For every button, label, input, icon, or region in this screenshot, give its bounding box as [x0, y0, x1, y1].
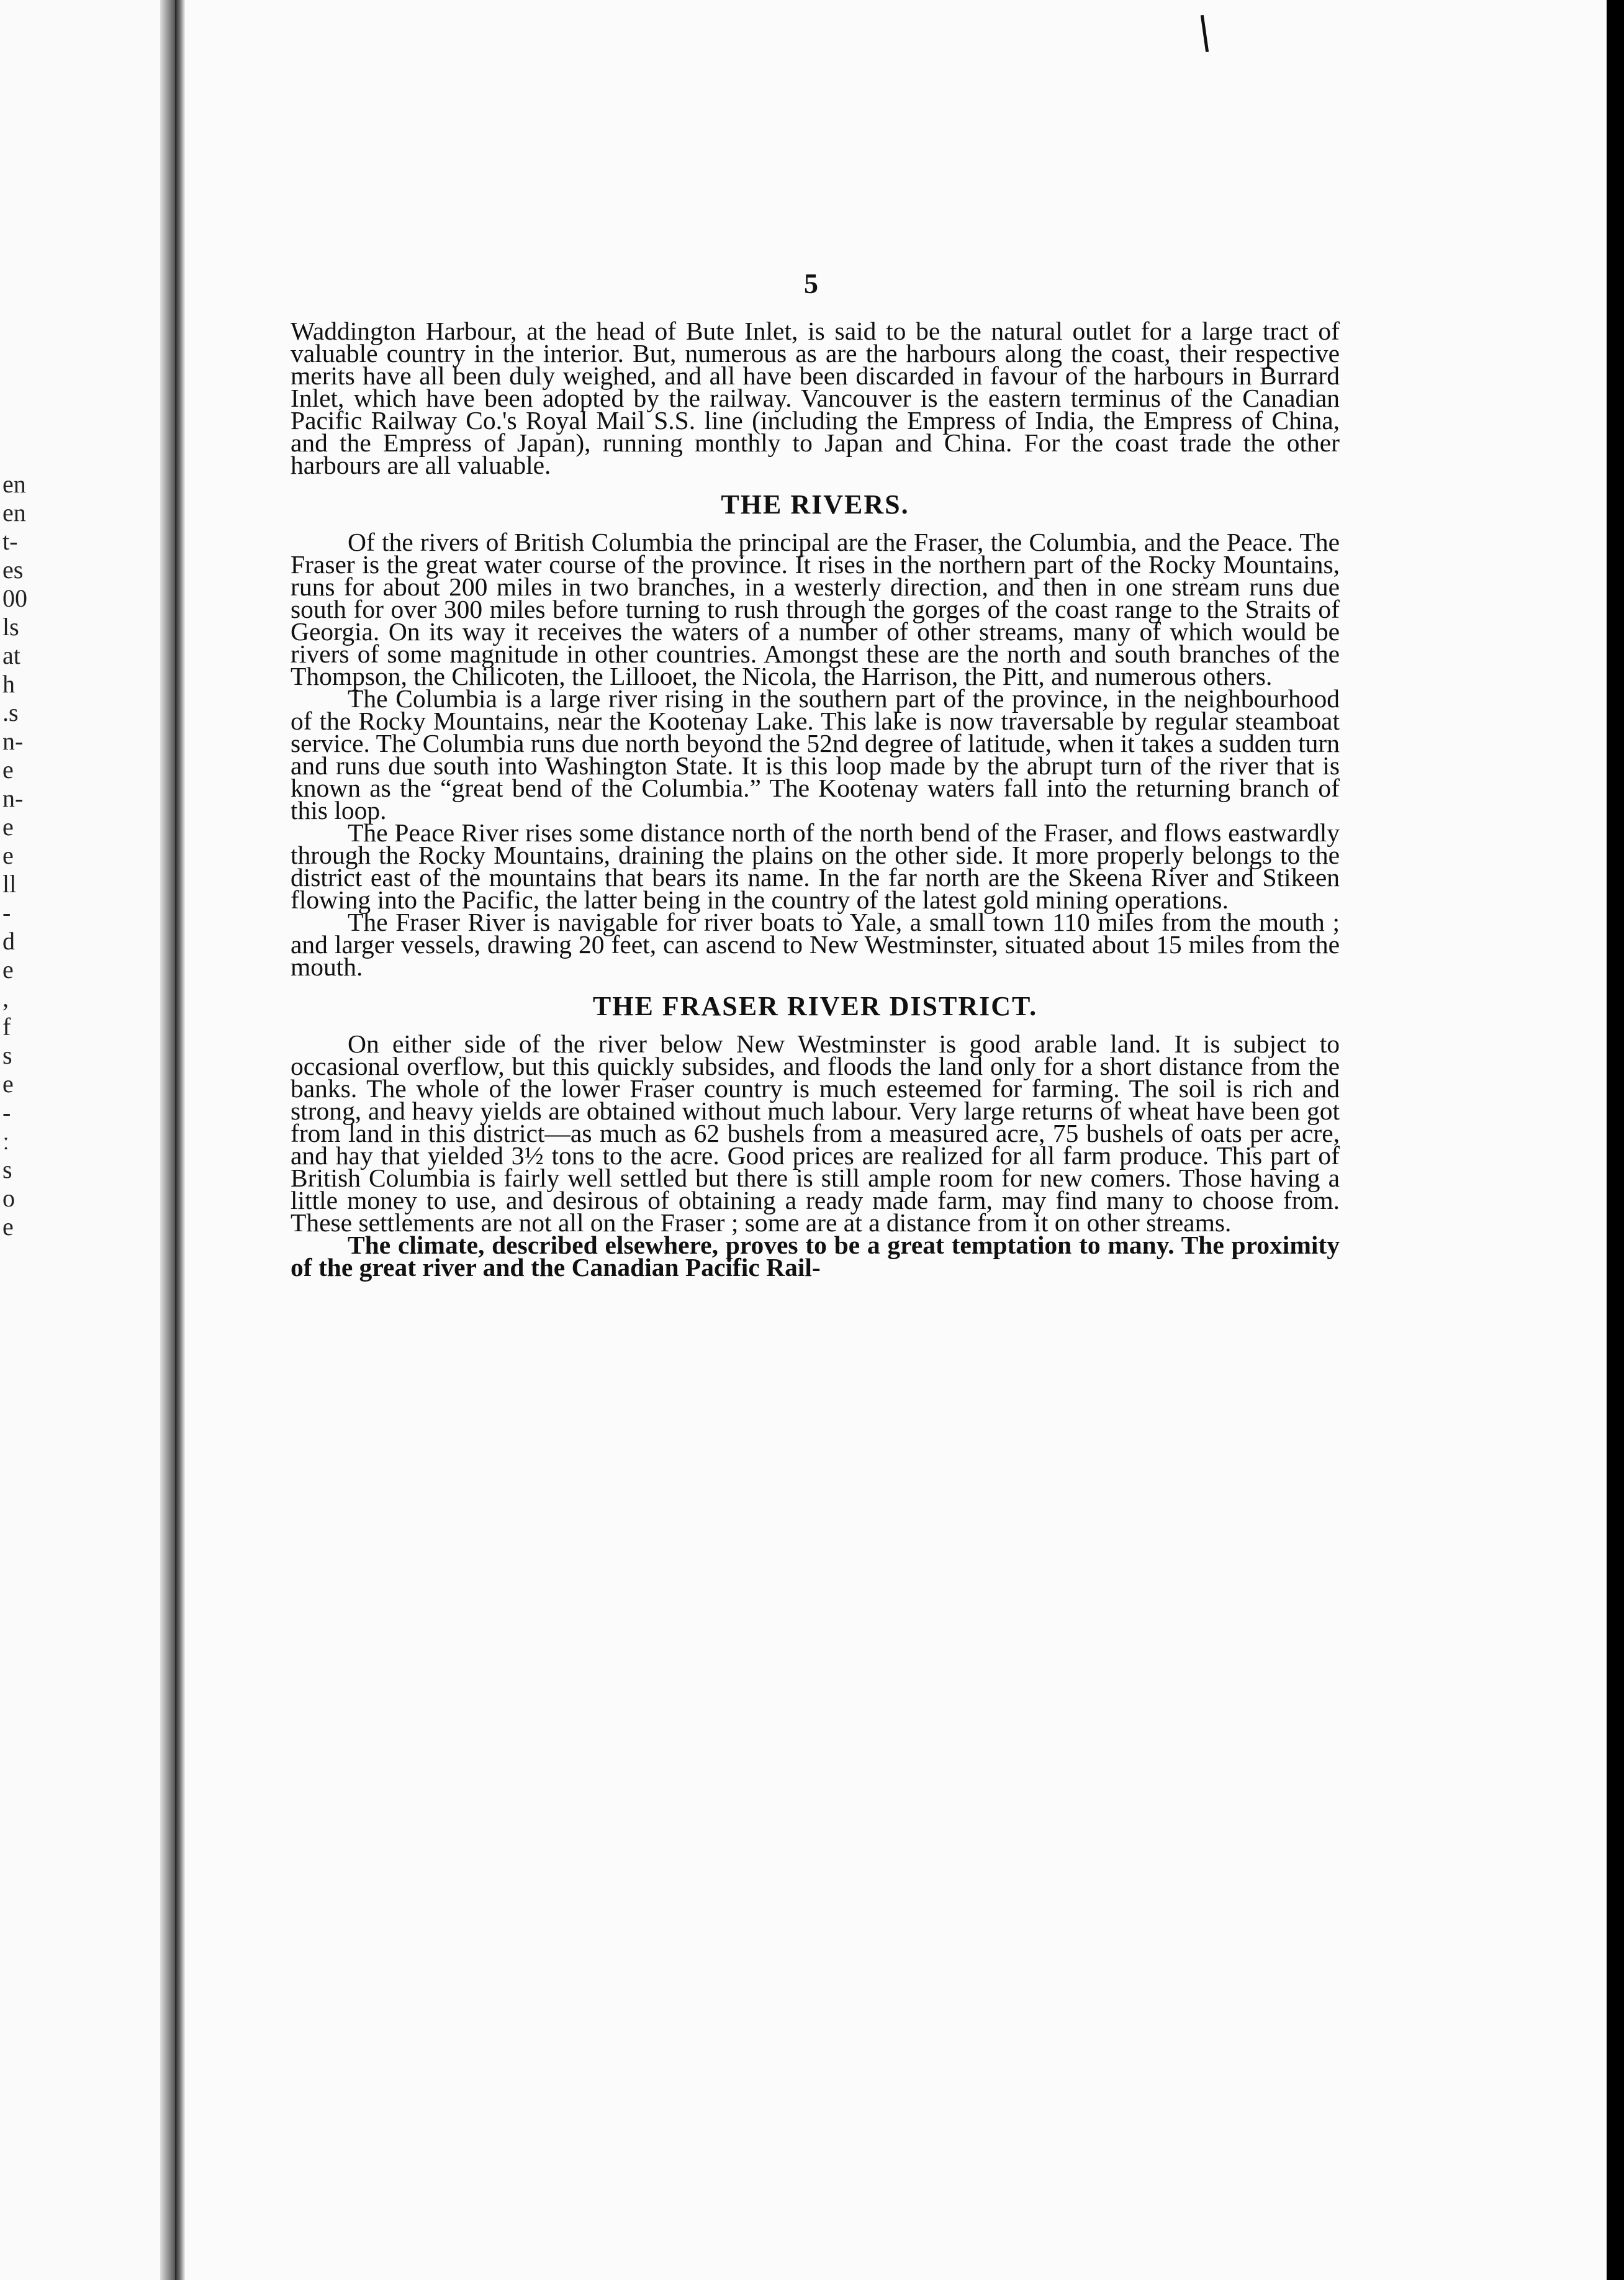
left-page-fragment: e: [2, 1070, 14, 1098]
left-page-fragment: n-: [2, 727, 24, 755]
left-page-fragment: s: [2, 1156, 12, 1183]
left-page-fragment: ls: [2, 613, 19, 641]
left-page-fragment: en: [2, 499, 26, 527]
paragraph: The Columbia is a large river rising in the southern part of the province, in the neighbourhood of the Rocky Mountains, near the Kootenay Lake. This lake is now traversable by regular steamboat service. The Columbia runs due north beyond the 52nd degree of latitude, when it takes a sudden turn and runs due south into Washington State. It is this loop made by the abrupt turn of the river that is known as the “great bend of the Columbia.” The Kootenay waters fall into the returning branch of this loop.: [291, 684, 1340, 825]
left-page-fragment: o: [2, 1184, 15, 1212]
left-page-fragment: at: [2, 641, 20, 669]
left-page-fragment: h: [2, 670, 15, 698]
left-page-fragment: .s: [2, 699, 19, 726]
book-gutter: [175, 0, 185, 2280]
left-page-fragment: e: [2, 813, 14, 841]
left-page-fragment: 00: [2, 584, 27, 612]
page-number: 5: [804, 268, 818, 299]
left-page-fragment: es: [2, 556, 24, 584]
left-page-edge: [0, 0, 175, 2280]
left-page-fragment: t-: [2, 527, 18, 555]
left-page-fragment: f: [2, 1013, 11, 1041]
left-page-fragment: en: [2, 470, 26, 498]
paragraph: The Fraser River is navigable for river boats to Yale, a small town 110 miles from the mouth ; and larger vessels, drawing 20 feet, can ascend to New Westminster, situated about 15 miles from the mouth.: [291, 908, 1340, 981]
section-heading: THE FRASER RIVER DISTRICT.: [592, 991, 1038, 1021]
left-page-gutter-shadow: [160, 0, 175, 2280]
page-mark: [1201, 15, 1209, 52]
left-page-fragment: n-: [2, 784, 24, 812]
paragraph: Of the rivers of British Columbia the principal are the Fraser, the Columbia, and the Peace. The Fraser is the great water course of the province. It rises in the northern part of the Rocky Mountains, runs for about 200 miles in two branches, in a westerly direction, and then in one stream runs due south for over 300 miles before turning to rush through the gorges of the coast range to the Straits of Georgia. On its way it receives the waters of a number of other streams, many of which would be rivers of some magnitude in other countries. Amongst these are the north and south branches of the Thompson, the Chilicoten, the Lillooet, the Nicola, the Harrison, the Pitt, and numerous others.: [291, 528, 1340, 690]
left-page-fragment: e: [2, 1213, 14, 1241]
left-page-fragment: s: [2, 1041, 12, 1069]
paragraph: The Peace River rises some distance north of the north bend of the Fraser, and flows eastwardly through the Rocky Mountains, draining the plains on the other side. It more properly belongs to the district east of the mountains that bears its name. In the far north are the Skeena River and Stikeen flowing into the Pacific, the latter being in the country of the latest gold mining operations.: [291, 818, 1340, 914]
paragraph: On either side of the river below New Westminster is good arable land. It is subject to occasional overflow, but this quickly subsides, and floods the land only for a short distance from the banks. The whole of the lower Fraser country is much esteemed for farming. The soil is rich and strong, and heavy yields are obtained without much labour. Very large returns of wheat have been got from land in this district—as much as 62 bushels from a measured acre, 75 bushels of oats per acre, and hay that yielded 3½ tons to the acre. Good prices are realized for all farm produce. This part of British Columbia is fairly well settled but there is still ample room for new comers. Those having a little money to use, and desirous of obtaining a ready made farm, may find many to choose from. These settlements are not all on the Fraser ; some are at a distance from it on other streams.: [291, 1029, 1340, 1237]
left-page-fragment: ,: [2, 984, 9, 1012]
left-page-fragment: e: [2, 956, 14, 984]
left-page-fragment: -: [2, 898, 11, 926]
left-page-fragment: e: [2, 841, 14, 869]
page-body: [291, 317, 1340, 1282]
paragraph: The climate, described elsewhere, proves to be a great temptation to many. The proximity of the great river and the Canadian Pacific Rail-: [291, 1231, 1340, 1282]
left-page-fragment: ː: [2, 1127, 10, 1155]
left-page-fragment: -: [2, 1098, 11, 1126]
left-page-fragment: d: [2, 927, 15, 955]
left-page-fragment: ll: [2, 870, 17, 898]
left-page-fragment: e: [2, 756, 14, 784]
section-heading: THE RIVERS.: [721, 489, 909, 520]
paragraph: Waddington Harbour, at the head of Bute Inlet, is said to be the natural outlet for a large tract of valuable country in the interior. But, numerous as are the harbours along the coast, their respective merits have all been duly weighed, and all have been discarded in favour of the harbours in Burrard Inlet, which have been adopted by the railway. Vancouver is the eastern terminus of the Canadian Pacific Railway Co.'s Royal Mail S.S. line (including the Empress of India, the Empress of China, and the Empress of Japan), running monthly to Japan and China. For the coast trade the other harbours are all valuable.: [291, 317, 1340, 479]
